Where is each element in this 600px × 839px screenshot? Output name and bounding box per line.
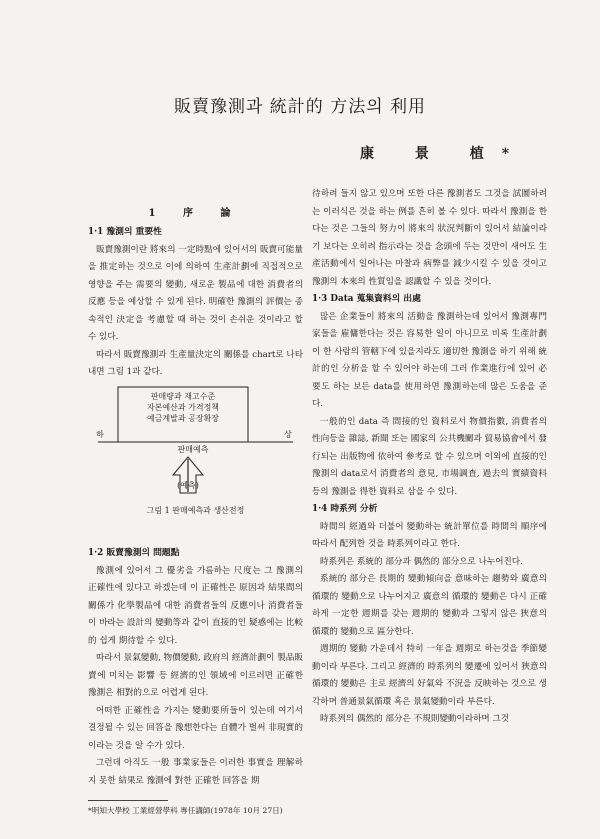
- paragraph: 系統的 部分은 長期的 變動傾向을 意味하는 趨勢와 廣意의 循環的 變動으로 나누어지고 廣意의 循環的 變動은 다시 正確하게 一定한 週期를 갖는 週期的 變動과 그렇지 않은 狹意의 循環的 變動으로 區分한다.: [312, 574, 547, 637]
- figure-1: [88, 377, 303, 527]
- figure-left-label: 하: [96, 430, 104, 439]
- paragraph: 時間의 經過와 더불어 變動하는 統計單位를 時間의 順序에 따라서 配列한 것을 時系列이라고 한다.: [312, 521, 547, 549]
- paragraph: 많은 企業들이 將來의 活動을 豫測하는데 있어서 豫測專門家들을 雇傭한다는 것은 容易한 일이 아니므로 비록 生產計劃이 한 사람의 管轄下에 있을지라도 適切한 豫測을 하기 위해 統計的인 分析을 할 수 있어야 하는데 그러 作業進行에 있어 必要도 하는 보든 data를 使用하면 豫測하는데 많은 도움을 준다.: [312, 311, 547, 409]
- paragraph: 週期的 變動 가운데서 特히 一年을 週期로 하는것을 季節變動이라 부른다. 그리고 經濟的 時系列의 變遷에 있어서 狹意의 循環的 變動은 主로 經濟의 好氣와 不況을 反映하는 것으로 생각하며 普通景氣循環 혹은 景氣變動이라 부른다.: [312, 644, 547, 707]
- figure-caption: 그림 1 판매예측과 생산전정: [146, 506, 245, 515]
- paragraph: 豫測에 있어서 그 優劣을 가름하는 尺度는 그 豫測의 正確性에 있다고 하겠는데 이 正確性은 原因과 結果間의 關係가 化學製品에 대한 消費者들의 反應이나 消費者들이 바라는 設計의 變動等과 같이 直接的인 疑惑에는 比較的 쉽게 期待할 수 있다.: [88, 565, 303, 646]
- paragraph: 어떠한 正確性을 가지는 變動要所들이 있는데 여기서 결정될 수 있는 回答을 豫想한다는 自體가 벌써 非現實的이라는 것을 알 수가 있다.: [88, 705, 303, 751]
- figure-right-label: 상: [284, 430, 292, 439]
- subsection-heading-time-series: 1·4 時系列 分析: [312, 504, 378, 514]
- right-column: [312, 186, 547, 729]
- left-column-bottom: [88, 545, 303, 790]
- paragraph: 따라서 景氣變動, 物價變動, 政府의 經濟計劃이 製品販賣에 미치는 影響 등 經濟的인 領域에 이르러면 正確한 豫測은 相對的으로 어렵게 된다.: [88, 653, 303, 698]
- paragraph: 時系列의 偶然的 部分은 不規則變動이라하며 그것: [320, 714, 510, 724]
- paragraph: 따라서 販賣豫測과 生產量決定의 關係를 chart로 나타내면 그림 1과 같다.: [88, 349, 303, 377]
- paragraph: 販賣豫測이란 將來의 一定時點에 있어서의 販賣可能量을 推定하는 것으로 이에 의하여 生產計劃에 직접적으로 영향을 주는 需要의 變動, 새로운 製品에 대한 消費者의 反應 등을 예상할 수 있게 된다. 明確한 豫測의 評價는 종속적인 決定을 考慮할 때 하는 것이 손쉬운 것이라고 할 수 있다.: [88, 244, 303, 342]
- paragraph: 時系列은 系統的 部分과 偶然的 部分으로 나누어진다.: [320, 556, 523, 567]
- article-title: 販賣豫測과 統計的 方法의 利用: [173, 97, 427, 117]
- footnote: *明知大學校 工業經營學科 專任講師(1978年 10月 27日): [88, 806, 283, 815]
- footnote-rule: [88, 800, 168, 801]
- author-name: 康 景 植*: [360, 146, 528, 162]
- figure-axis-label: 판매예측: [177, 445, 209, 454]
- left-column-top: [88, 204, 303, 382]
- paragraph: 待하려 들지 않고 있으며 또한 다른 豫測者도 그것을 試圖하려는 이러식은 것을 하는 例를 흔히 볼 수 있다. 따라서 豫測을 한다는 것은 그들의 努力이 將來의 狀況判斷이 있어서 結論이라기 보다는 오히려 指示라는 것을 念頭에 두는 것만이 새어도 生產活動에서 일어나는 마찰과 病弊를 減少시킬 수 있을 것이고 豫測의 本來의 性質임을 認識할 수 있을 것이다.: [312, 189, 547, 287]
- figure-arrow-label: (예측): [177, 481, 199, 490]
- section-heading-intro: 1 序 論: [148, 208, 243, 219]
- paragraph: 그런데 아직도 一般 事業家들은 이러한 事實을 理解하지 못한 結果로 豫測에 對한 正確한 回答을 期: [88, 758, 303, 786]
- paragraph: 一般的인 data 즉 間接的인 資料로서 物價指數, 消費者의 性向등을 雜誌, 新聞 또는 國家의 公共機關과 貿易協會에서 發行되는 出版物에 依하여 參考로 할 수 있으며 이외에 直接的인 豫測의 data로서 消費者의 意見, 市場調査, 過去의 實績資料 등의 豫測을 得한 資料로 삼을 수 있다.: [312, 416, 547, 497]
- subsection-heading-problems: 1·2 販賣豫測의 問題點: [88, 548, 180, 558]
- subsection-heading-importance: 1·1 豫測의 重要性: [88, 227, 162, 237]
- subsection-heading-data: 1·3 Data 蒐集資料의 出處: [312, 294, 421, 304]
- figure-box-text: 판매량과 재고수준 자본예산과 가격정책 예금계발과 공장확장: [146, 392, 220, 423]
